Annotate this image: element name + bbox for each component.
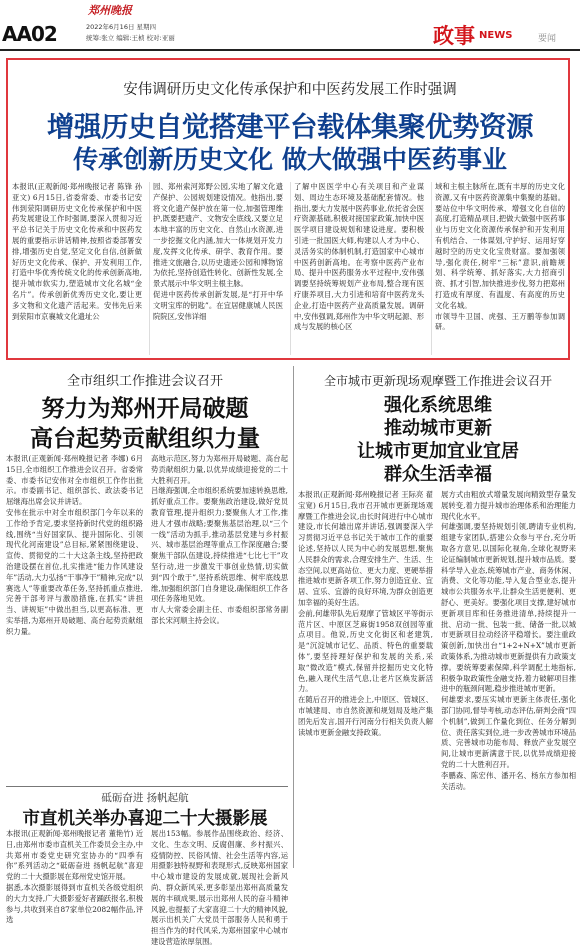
lead-kicker: 安伟调研历史文化传承保护和中医药发展工作时强调 <box>123 82 457 98</box>
lead-column-4: 域和主根主脉所在,既有丰厚的历史文化资源,又有中医药资源集中集聚的基础。要站位中华文明传承、增强文化自信的高度,打造精品项目,把做大做强中医药事业与历史文化资源传承保护和开发利用有机结合、一体谋划,守护好、运用好穿越时空的历史文化宝贵财富。要加强领导,强化责任,树牢“三标”意识,前瞻规划、科学统筹、抓好落实,大力招商引资、抓才引智,加快推进步伐,努力把郑州打造成有厚度、有温度、有高度的历史文化名城。 市领导牛卫国、虎强、王万鹏等参加调研。 <box>431 182 565 355</box>
section-sub: 要闻 <box>538 34 557 44</box>
middle-story-headline: 市直机关举办喜迎二十大摄影展 <box>22 809 268 829</box>
left-story-kicker: 全市组织工作推进会议召开 <box>66 374 223 389</box>
lead-body <box>12 182 565 355</box>
middle-story-body <box>6 829 288 946</box>
right-story-column-2: 展方式由粗放式增量发展向精致型存量发展转变,着力提升城市治理体系和治理能力现代化水平。 何雄强调,要坚持规划引领,聘请专业机构,组建专家团队,搭建公众参与平台,充分听取各方意见,以国际化视角,全球化视野来论证编制城市更新规划,提升城市品质。要科学导入业态,统筹城市产业、商务休闲、消费、文化等功能,导入复合型业态,提升城市公共服务水平,让群众生活更便利、更舒心、更美好。要强化项目支撑,建好城市更新项目库和任务推进清单,持续提升一批、启动一批、包装一批、储备一批,以城市更新项目拉动经济平稳增长。要注重政策创新,加快出台“1+2+N+X”城市更新政策体系,为推动城市更新提供有力政策支撑。要统筹要素保障,科学调配土地指标,积极争取政策性金融支持,着力破解项目推进中的瓶颈问题,稳步推进城市更新。 何雄要求,要压实城市更新主体责任,强化部门协同,督导考核,动态评估,研判会商“四个机制”,做到工作量化到位、任务分解到位、责任落实到位,进一步改善城市环境品质、完善城市功能布局、释放产业发展空间,让城市更新满意于民,以优异成绩迎接党的二十大胜利召开。 李鹏森、陈宏伟、潘开名、杨东方参加相关活动。 <box>441 490 576 791</box>
right-story-headline-2: 推动城市更新 <box>384 418 492 439</box>
masthead <box>0 0 580 48</box>
right-story-headline-3: 让城市更加宜业宜居 <box>357 441 519 462</box>
left-story-headline-2: 高台起势贡献组织力量 <box>30 426 260 452</box>
paper-name: 郑州晚报 <box>88 4 132 17</box>
section-en: NEWS <box>479 30 513 41</box>
left-story-body <box>6 454 288 768</box>
masthead-rule <box>0 49 580 51</box>
left-story-column-1: 本报讯(正观新闻·郑州晚报记者 李娜) 6月15日,全市组织工作推进会议召开。省委常委、市委书记安伟对全市组织工作作出批示。市委副书记、组织部长、政法委书记屈继海出席会议并讲话。 安伟在批示中对全市组织部门今年以来的工作给予肯定,要求坚持新时代党的组织路线,围绕“当好国家队、提升国际化、引领现代化河南建设”总目标,紧紧围绕建设、宣传、贯彻党的二十大这条主线,坚持把政治建设摆在首位,扎实推进“能力作风建设年”活动,大力弘扬“干事净干”精神,完成“以赛选人”等重要改革任务,坚持抓重点推进,完善干部考评与激励措施,在抓实“讲担当、讲规矩”中做出担当,以更高标准、更实举措,为郑州开局破题、高台起势贡献组织力量。 <box>6 454 143 636</box>
left-story-headline-1: 努力为郑州开局破题 <box>41 396 249 422</box>
right-story-body <box>298 490 576 868</box>
column-divider <box>293 366 294 868</box>
lead-headline-1: 增强历史自觉搭建平台载体集聚优势资源 <box>47 111 533 143</box>
left-middle-divider <box>6 786 288 787</box>
left-story-column-2: 高地示范区,努力为郑州开局破题、高台起势贡献组织力量,以优异成绩迎接党的二十大胜利召开。 吕继海强调,全市组织系统要加速转换思维,抓好重点工作。要聚焦政治建设,做好党员教育管理,提升组织力;要聚焦人才工作,推进人才强市战略;要聚焦基层治理,以“三个一线”活动为抓手,推动基层党建与乡村振兴、城市基层治理等重点工作深度融合;要聚焦干部队伍建设,持续推进“七比七干”攻坚行动,进一步激发干事创业热情,切实做到“四个敢于”,坚持系统思维、树牢底线思维,加强组织部门自身建设,确保组织工作各项任务落地见效。 市人大常委会副主任、市委组织部常务副部长宋河顺主持会议。 <box>151 454 288 625</box>
lead-column-2: 园、郑州索河郑野公园,实地了解文化遗产保护、公园规划建设情况。他指出,要将文化遗产保护放在第一位,加强管理维护,既要把遗产、文物安全底线,又要立足本地丰富的历史文化、自然山水资源,进一步挖掘文化内涵,加大一体规划开发力度,发挥文化传承、研学、教育作用。要推进文旅融合,以历史遗迹公园和博物馆为依托,坚持创造性转化、创新性发展,全景式展示中华文明主根主脉。 促进中医药传承创新发展,是“打开中华文明宝库的钥匙”。在宜居健康城人民医院院区,安伟详细 <box>149 182 283 355</box>
middle-story-column-2: 展出153幅。参展作品围绕政治、经济、文化、生态文明、反腐倡廉、乡村振兴、疫情防控、民俗风情、社会生活等内容,运用摄影独特视野和表现形式,反映郑州国家中心城市建设的发展成就,展现社会新风尚、群众新风采,更多彰显出郑州高质量发展的丰硕成果,展示出郑州人民的奋斗精神风貌,也提振了大家喜迎二十大的精神风貌,展示出机关广大党员干部服务人民和勇于担当作为的时代风采,为郑州国家中心城市建设营造浓厚氛围。 <box>151 829 288 946</box>
lead-column-1: 本报讯(正观新闻·郑州晚报记者 陈锋 孙亚文) 6月15日,省委常委、市委书记安伟到荥阳调研历史文化传承保护和中医药发展建设工作时强调,要深入贯彻习近平总书记关于历史文化传承和中医药发展的重要指示讲话精神,按照省委部署安排,增强历史自觉,坚定文化自信,创新做好历史文化传承、保护、开发利用工作,打造中华优秀传统文化的传承创新高地,提升城市软实力,塑造城市文化名城“金名片”。传承创新优秀历史文化,要让更多文物和文化遗产活起来。安伟先后来到荥阳市京襄城文化遗址公 <box>12 182 142 321</box>
right-story-headline-4: 群众生活幸福 <box>384 464 492 485</box>
middle-story-column-1: 本报讯(正观新闻·郑州晚报记者 董艳竹) 近日,由郑州市委市直机关工作委员会主办,中共郑州市委党史研究室协办的“四季有你”系列活动之“砥砺奋进 扬帆起航”喜迎党的二十大摄影展在郑州党史馆开展。 据悉,本次摄影展得到市直机关各级党组织的大力支持,广大摄影爱好者踊跃报名,积极参与,共收到来自87家单位2082幅作品,评选 <box>6 829 143 925</box>
right-story-kicker: 全市城市更新现场观摩暨工作推进会议召开 <box>323 374 552 388</box>
middle-story-kicker: 砥砺奋进 扬帆起航 <box>101 792 189 804</box>
lead-column-3: 了解中医医学中心有关项目和产业谋划、周边生态环境及基础配套情况。他指出,要大力发展中医药事业,依托省会医疗资源基础,积极对接国家政策,加快中医医学项目建设规划和建设进度。要积极引进一批国医大师,构建以人才为中心、灵活务实的体制机制,打造国家中心城市中医药创新高地。在考察中医药产业布局、提升中医药服务水平过程中,安伟强调要坚持统筹规划产业布局,整合现有医疗康养项目,大力引进和培育中医药龙头企业,打造中医药产业高质量发展。调研中,安伟强调,郑州作为中华文明起源、形成与发展的核心区 <box>290 182 424 355</box>
right-story-column-1: 本报讯(正观新闻·郑州晚报记者 王际亮 翟宝宽) 6月15日,我市召开城市更新现场观摩暨工作推进会议,由长时间进行中心城市建设,市长何雄出席并讲话,强调要深入学习贯彻习近平总书记关于城市工作的重要论述,坚持以人民为中心的发展思想,聚焦人民群众的需求,合理安排生产、生活、生态空间,以更高站位、更大力度、更硬举措推进城市更新各项工作,努力创造宜业、宜居、宜乐、宜游的良好环境,为群众创造更加幸福的美好生活。 会前,何雄带队先后观摩了管城区平等街示范片区、中原区芝麻街1958双创园等重点项目。他说,历史文化街区和老建筑,是“沉淀城市记忆、品质、特色的重要载体”,要坚持理好保护和发展的关系,采取“微改造”模式,保留并挖掘历史文化特色,融入现代生活气息,让老片区焕发新活力。 在随后召开的推进会上,中原区、管城区、市城建局、市自然资源和规划局及地产集团先后发言,国开行河南分行相关负责人解读城市更新金融支持政策。 <box>298 490 433 737</box>
lead-headline-2: 传承创新历史文化 做大做强中医药事业 <box>73 145 507 174</box>
page-code: AA02 <box>2 22 57 46</box>
section-title: 政事 <box>433 24 475 48</box>
right-story-headline-1: 强化系统思维 <box>384 395 492 416</box>
editor-line: 统筹:张立 编辑:王桢 校对:亚丽 <box>86 34 175 42</box>
date-line: 2022年6月16日 星期四 <box>86 23 157 31</box>
